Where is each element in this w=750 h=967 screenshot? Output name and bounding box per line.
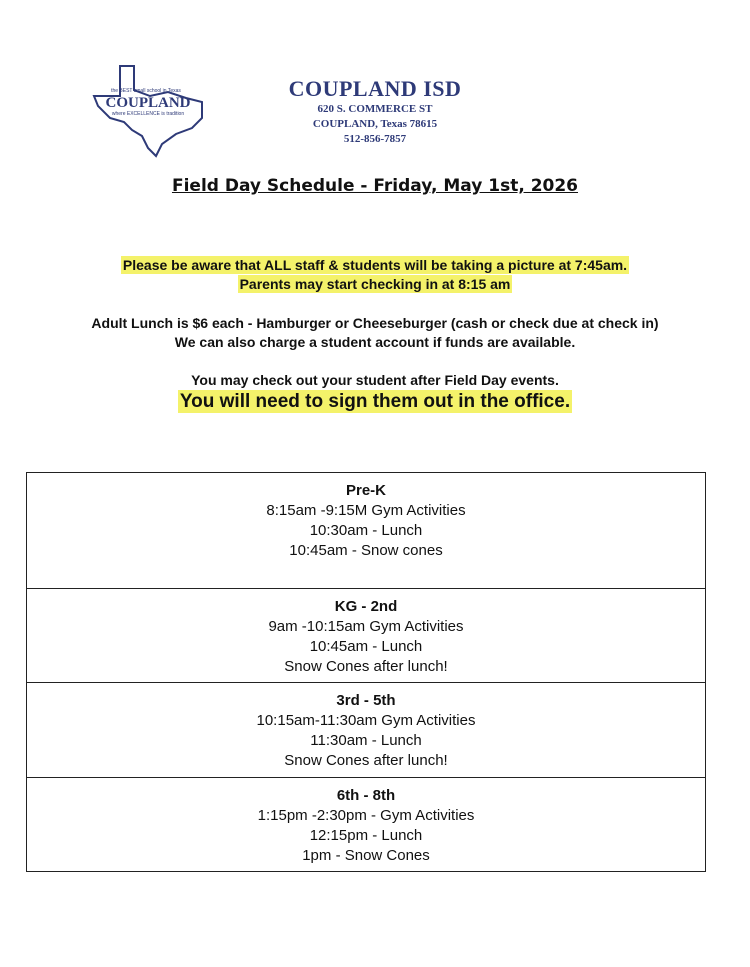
district-name: COUPLAND ISD [288, 76, 462, 101]
notice-picture: Please be aware that ALL staff & students will be taking a picture at 7:45am. [122, 257, 628, 273]
schedule-table [26, 472, 706, 872]
logo-tagline-top: the BEST small school in Texas [111, 88, 181, 94]
schedule-item: 10:45am - Lunch [309, 638, 423, 655]
schedule-item: 1pm - Snow Cones [302, 847, 430, 864]
district-address: 620 S. COMMERCE ST [317, 103, 433, 115]
grade-label: KG - 2nd [334, 598, 398, 615]
schedule-section-prek [27, 473, 705, 588]
grade-label: Pre-K [345, 482, 386, 499]
schedule-item: Snow Cones after lunch! [284, 658, 448, 675]
page-title: Field Day Schedule - Friday, May 1st, 2026 [171, 176, 579, 196]
schedule-section-6th-8th [27, 777, 705, 871]
schedule-section-kg-2nd [27, 588, 705, 682]
notice-sign-out: You will need to sign them out in the office. [179, 391, 571, 412]
schedule-item: 8:15am -9:15M Gym Activities [266, 502, 466, 519]
notice-checkout: You may check out your student after Field Day events. [191, 372, 559, 388]
district-phone: 512-856-7857 [343, 133, 407, 145]
schedule-item: 10:15am-11:30am Gym Activities [256, 712, 476, 729]
grade-label: 3rd - 5th [336, 692, 396, 709]
schedule-item: Snow Cones after lunch! [284, 752, 448, 769]
notice-checkin: Parents may start checking in at 8:15 am [239, 276, 511, 292]
logo-tagline-bottom: where EXCELLENCE is tradition [111, 111, 185, 117]
coupland-texas-logo [90, 62, 208, 158]
letterhead [270, 76, 480, 147]
schedule-item: 1:15pm -2:30pm - Gym Activities [257, 807, 475, 824]
schedule-item: 9am -10:15am Gym Activities [268, 618, 464, 635]
grade-label: 6th - 8th [336, 787, 396, 804]
schedule-item: 10:45am - Snow cones [289, 542, 443, 559]
schedule-item: 11:30am - Lunch [310, 732, 422, 749]
notice-adult-lunch: Adult Lunch is $6 each - Hamburger or Cheeseburger (cash or check due at check in) [91, 315, 659, 331]
schedule-item: 12:15pm - Lunch [309, 827, 423, 844]
schedule-item: 10:30am - Lunch [309, 522, 423, 539]
notice-student-account: We can also charge a student account if funds are available. [174, 334, 576, 350]
schedule-section-3rd-5th [27, 682, 705, 777]
district-city: COUPLAND, Texas 78615 [312, 118, 438, 130]
logo-wordmark: COUPLAND [105, 95, 191, 111]
